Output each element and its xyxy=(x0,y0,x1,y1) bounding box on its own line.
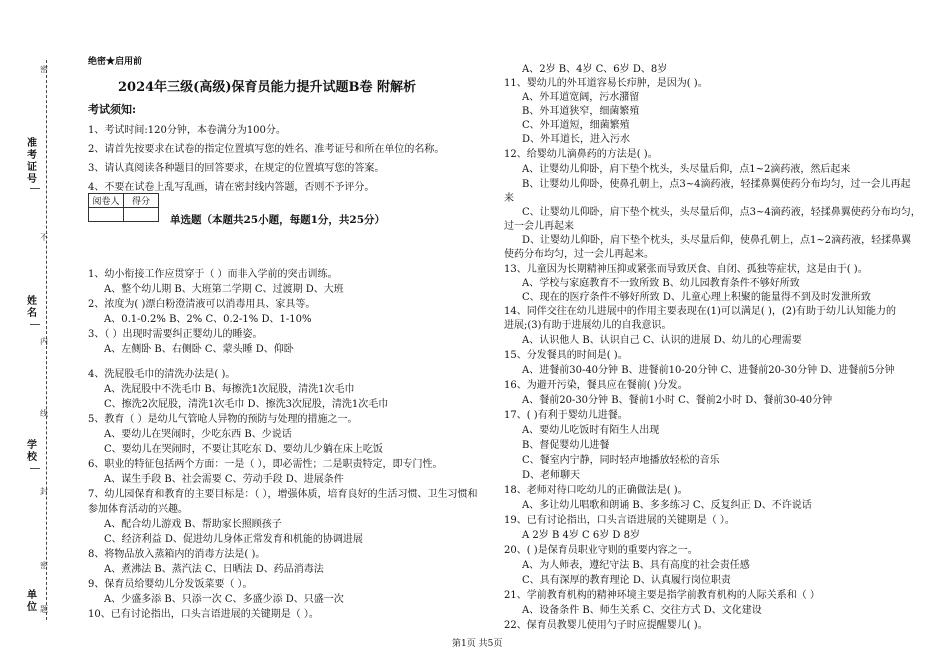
name-label: 姓名 xyxy=(27,296,37,319)
seal-hint-xian: 线 xyxy=(40,409,48,418)
question-line: 16、为避开污染，餐具应在餐前( )分发。 xyxy=(504,380,688,391)
question-line: 14、同伴交往在幼儿进展中的作用主要表现在(1)可以满足( )，(2)有助于幼儿认知能力的 xyxy=(504,306,897,317)
option-line: A、洗屁股中不洗毛巾 B、每擦洗1次屁股，清洗1次毛巾 xyxy=(104,384,355,395)
question-line: 22、保育员教婴儿使用勺子时应提醒婴儿( )。 xyxy=(504,620,708,631)
option-line: A、整个幼儿期 B、大班第二学期 C、过渡期 D、大班 xyxy=(104,284,344,295)
option-line: A、让婴幼儿仰卧，肩下垫个枕头，头尽量后仰，点1~2滴药液，然后起来 xyxy=(522,164,851,175)
question-line: 2、浓度为( )漂白粉澄清液可以消毒用具、家具等。 xyxy=(88,299,316,310)
option-line: C、餐室内宁静，同时轻声地播放轻松的音乐 xyxy=(522,455,720,466)
option-line: B、外耳道狭窄，细菌繁殖 xyxy=(522,106,640,117)
question-line: 参加体育活动的兴趣。 xyxy=(88,504,188,515)
option-line: A、2岁 B、4岁 C、6岁 D、8岁 xyxy=(522,64,668,75)
school-blank xyxy=(30,468,40,469)
question-line: 17、( )有利于婴幼儿进餐。 xyxy=(504,410,628,421)
question-line: 18、老师对待口吃幼儿的正确做法是( )。 xyxy=(504,485,688,496)
option-line: D、外耳道长，进入污水 xyxy=(522,134,631,145)
score-blank xyxy=(124,208,159,222)
option-line: A、多让幼儿唱歌和朗诵 B、多多练习 C、反复纠正 D、不许说话 xyxy=(522,500,812,511)
seal-hint-bu: 不 xyxy=(40,233,48,242)
page-title: 2024年三级(高级)保育员能力提升试题B卷 附解析 xyxy=(118,80,416,95)
question-line: 20、( )是保育员职业守则的重要内容之一。 xyxy=(504,545,698,556)
option-line: C、要幼儿在哭闹时，不要让其吃东 D、要幼儿少躺在床上吃饭 xyxy=(104,444,383,455)
reviewer-cell: 阅卷人 xyxy=(89,194,124,208)
question-line: 12、给婴幼儿滴鼻药的方法是( )。 xyxy=(504,149,658,160)
notice-item: 2、请首先按要求在试卷的指定位置填写您的姓名、准考证号和所在单位的名称。 xyxy=(88,144,445,155)
score-cell: 得分 xyxy=(124,194,159,208)
seal-hint-mi-2: 密 xyxy=(40,561,48,570)
question-line: 13、儿童因为长期精神压抑或紧张而导致厌食、自闭、孤独等症状，这是由于( )。 xyxy=(504,264,868,275)
option-line: C、擦洗2次屁股，清洗1次毛巾 D、擦洗3次屁股，清洗1次毛巾 xyxy=(104,399,389,410)
option-line: A、少盛多添 B、只添一次 C、多盛少添 D、只盛一次 xyxy=(104,594,344,605)
reviewer-blank xyxy=(89,208,124,222)
option-line: A、进餐前30-40分钟 B、进餐前10-20分钟 C、进餐前20-30分钟 D、进餐前5分钟 xyxy=(522,365,895,376)
option-line: C、现在的医疗条件不够好所致 D、儿童心理上积聚的能量得不到及时发泄所致 xyxy=(522,292,871,303)
option-line: B、让婴幼儿仰卧，使鼻孔朝上，点3~4滴药液，轻揉鼻翼使药分布均匀，过一会儿再起 xyxy=(522,179,911,190)
notice-heading: 考试须知: xyxy=(88,103,137,116)
option-line: A、认识他人 B、认识自己 C、认识的进展 D、幼儿的心理需要 xyxy=(522,335,802,346)
option-line: 使药分布均匀，过一会儿再起来。 xyxy=(504,249,654,260)
seal-hint-mi: 密 xyxy=(40,65,48,74)
seal-hint-nei: 内 xyxy=(40,337,48,346)
seal-hint-feng: 封 xyxy=(40,487,48,496)
option-line: A、配合幼儿游戏 B、帮助家长照顾孩子 xyxy=(104,519,282,530)
option-line: C、具有深厚的教育理论 D、认真履行岗位职责 xyxy=(522,575,731,586)
option-line: 来 xyxy=(504,193,514,204)
option-line: A、煮沸法 B、蒸汽法 C、日晒法 D、药品消毒法 xyxy=(104,564,324,575)
question-line: 21、学前教育机构的精神环境主要是指学前教育机构的人际关系和（ ） xyxy=(504,590,820,601)
option-line: A 2岁 B 4岁 C 6岁 D 8岁 xyxy=(522,530,640,541)
question-line: 15、分发餐具的时间是( )。 xyxy=(504,350,628,361)
option-line: A、外耳道宽阔，污水潴留 xyxy=(522,92,640,103)
option-line: C、经济利益 D、促进幼儿身体正常发育和机能的协调进展 xyxy=(104,534,363,545)
option-line: A、为人师表，遵纪守法 B、具有高度的社会责任感 xyxy=(522,560,750,571)
notice-item: 3、请认真阅读各种题目的回答要求，在规定的位置填写您的答案。 xyxy=(88,163,385,174)
option-line: A、要幼儿吃饭时有陌生人出现 xyxy=(522,425,660,436)
option-line: A、餐前20-30分钟 B、餐前1小时 C、餐前2小时 D、餐前30-40分钟 xyxy=(522,395,833,406)
option-line: A、设备条件 B、师生关系 C、交往方式 D、文化建设 xyxy=(522,605,762,616)
option-line: C、外耳道短，细菌繁殖 xyxy=(522,120,630,131)
section-title: 单选题（本题共25小题，每题1分，共25分） xyxy=(170,214,386,226)
exam-number-label: 准考证号 xyxy=(27,138,37,185)
notice-item: 1、考试时间:120分钟，本卷满分为100分。 xyxy=(88,125,286,136)
question-line: 1、幼小衔接工作应贯穿于（ ）而非入学前的突击训练。 xyxy=(88,269,338,280)
question-line: 进展;(3)有助于进展幼儿的自我意识。 xyxy=(504,320,672,331)
score-table xyxy=(88,193,159,222)
name-blank xyxy=(30,324,40,325)
question-line: 10、已有讨论指出，口头言语进展的关键期是（ ）。 xyxy=(88,609,319,620)
option-line: C、让婴幼儿仰卧，肩下垫个枕头，头尽量后仰，点3~4滴药液，轻揉鼻翼使药分布均匀， xyxy=(522,207,921,218)
option-line: 过一会儿再起来 xyxy=(504,221,574,232)
question-line: 7、幼儿园保育和教育的主要目标是：（ ），增强体质，培育良好的生活习惯、卫生习惯和 xyxy=(88,489,478,500)
option-line: A、谋生手段 B、社会需要 C、劳动手段 D、进展条件 xyxy=(104,474,344,485)
secret-tag: 绝密★启用前 xyxy=(88,57,143,67)
unit-label: 单位 xyxy=(27,590,37,613)
notice-item: 4、不要在试卷上乱写乱画，请在密封线内答题，否则不予评分。 xyxy=(88,182,375,193)
question-line: 8、将物品放入蒸箱内的消毒方法是( )。 xyxy=(88,549,266,560)
question-line: 19、已有讨论指出，口头言语进展的关键期是（ ）。 xyxy=(504,515,735,526)
question-line: 5、教育（ ）是幼儿气管呛人异物的预防与处理的措施之一。 xyxy=(88,414,358,425)
option-line: A、要幼儿在哭闹时，少吃东西 B、少说话 xyxy=(104,429,292,440)
option-line: D、让婴幼儿仰卧，肩下垫个枕头，头尽量后仰，使鼻孔朝上，点1~2滴药液，轻揉鼻翼 xyxy=(522,235,912,246)
option-line: D、老师聊天 xyxy=(522,470,581,481)
option-line: A、0.1-0.2% B、2% C、0.2-1% D、1-10% xyxy=(104,314,312,325)
option-line: B、督促婴幼儿进餐 xyxy=(522,440,610,451)
option-line: A、学校与家庭教育不一致所致 B、幼儿园教育条件不够好所致 xyxy=(522,278,800,289)
question-line: 6、职业的特征包括两个方面：一是（ ），即必需性；二是职责特定，即专门性。 xyxy=(88,459,443,470)
school-label: 学校 xyxy=(27,440,37,463)
question-line: 9、保育员给婴幼儿分发饭菜要（ ）。 xyxy=(88,579,253,590)
question-line: 11、婴幼儿的外耳道容易长疖肿，是因为( )。 xyxy=(504,78,708,89)
question-line: 4、洗屁股毛巾的清洗办法是( )。 xyxy=(88,369,236,380)
option-line: A、左侧卧 B、右侧卧 C、蒙头睡 D、仰卧 xyxy=(104,344,294,355)
exam-number-blank xyxy=(30,188,40,189)
page-footer: 第1页 共5页 xyxy=(452,639,503,649)
question-line: 3、（ ）出现时需要纠正婴幼儿的睡姿。 xyxy=(88,329,263,340)
seal-hint-ti: 题 xyxy=(40,605,48,614)
